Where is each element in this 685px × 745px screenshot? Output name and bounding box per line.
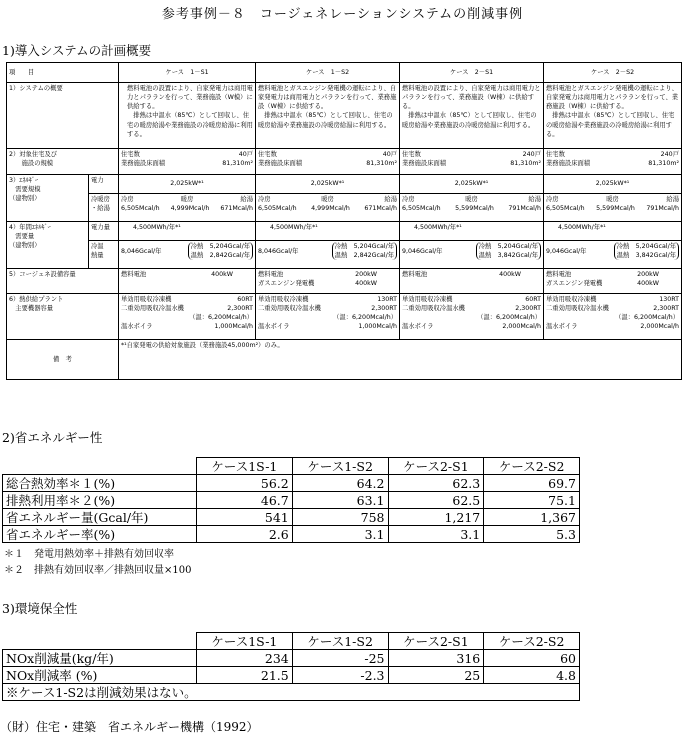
demand-power: 2,025kW*¹: [256, 175, 400, 194]
cell-value: -2.3: [292, 667, 388, 684]
cell-value: 46.7: [197, 492, 293, 509]
system-text: 燃料電池とガスエンジン発電機の運転により、自家発電力は商用電力とパラランを行って、業務施設（W棟）に供給する。 排熱は中温水（85℃）として回収し、住宅の暖房給湯や業務施設の冷暖房給湯に利用する。: [544, 83, 682, 149]
annual-heat: 9,046Gcal/年 冷熱 5,204Gcal/年 温熱 3,842Gcal/年: [544, 241, 682, 269]
annual-power: 4,500MWh/年*¹: [256, 222, 400, 241]
cell-value: 234: [197, 650, 293, 667]
scale-key: 業務施設床面積: [402, 160, 447, 168]
row-label-note: 備 考: [7, 340, 119, 380]
energy-col-header: ケース1-S2: [292, 458, 388, 475]
annual-heat: 8,046Gcal/年 冷熱 5,204Gcal/年 温熱 2,842Gcal/年: [256, 241, 400, 269]
row-label: 排熱利用率＊２(%): [3, 492, 197, 509]
env-col-header: ケース2-S1: [388, 633, 484, 650]
table-row: [3, 526, 580, 543]
cell-value: 5.3: [484, 526, 580, 543]
scale-value: 40戸: [238, 151, 253, 158]
demand-power: 2,025kW*¹: [544, 175, 682, 194]
table-row: [3, 667, 580, 684]
cell-value: 25: [388, 667, 484, 684]
demand-cool: 冷房 暖房 給湯 6,505Mcal/h 5,599Mcal/h 791Mcal/h: [400, 194, 544, 222]
scale-key: 住宅数: [402, 151, 421, 158]
table-row: [3, 492, 580, 509]
cogen-cell: 燃料電池 200kW ガスエンジン発電機 400kW: [256, 269, 400, 294]
note-text: *¹自家発電の供給対象施設（業務施設45,000m²）のみ。: [119, 340, 682, 380]
row-label-annual: 4）年間ｴﾈﾙｷﾞｰ 需要量 （建物別）: [7, 222, 89, 269]
cell-value: 62.5: [388, 492, 484, 509]
cell-value: 63.1: [292, 492, 388, 509]
row-label-cogen: 5）コージェネ設備容量: [7, 269, 119, 294]
cell-value: 69.7: [484, 475, 580, 492]
footnote: ＊１ 発電用熱効率＋排熱有効回収率: [4, 549, 174, 560]
cell-value: 3.1: [292, 526, 388, 543]
table-row: [3, 509, 580, 526]
scale-key: 業務施設床面積: [546, 160, 591, 168]
table-row: [3, 650, 580, 667]
scale-key: 住宅数: [258, 151, 277, 158]
scale-value: 81,310m²: [510, 160, 541, 168]
cell-value: 3.1: [388, 526, 484, 543]
plant-cell: 単効用吸収冷凍機 60RT 二重効用吸収冷温水機 2,300RT （温：6,200Mcal/h） 温水ボイラ 2,000Mcal/h: [400, 294, 544, 340]
plant-cell: 単効用吸収冷凍機 130RT 二重効用吸収冷温水機 2,300RT （温：6,200Mcal/h） 温水ボイラ 2,000Mcal/h: [544, 294, 682, 340]
row-label: NOx削減率 (%): [3, 667, 197, 684]
case-header: ケース 2－S2: [544, 63, 682, 83]
scale-cell: [400, 149, 544, 175]
system-text: 燃料電池とガスエンジン発電機の運転により、自家発電力は商用電力とパラランを行って、業務施設（W棟）に供給する。 排熱は中温水（85℃）として回収し、住宅の暖房給湯や業務施設の冷暖房給湯に利用する。: [256, 83, 400, 149]
row-label: NOx削減量(kg/年): [3, 650, 197, 667]
overview-table: [6, 62, 682, 380]
scale-value: 40戸: [382, 151, 397, 158]
plant-cell: 単効用吸収冷凍機 130RT 二重効用吸収冷温水機 2,300RT （温：6,200Mcal/h） 温水ボイラ 1,000Mcal/h: [256, 294, 400, 340]
cell-value: 62.3: [388, 475, 484, 492]
energy-col-header: ケース2-S1: [388, 458, 484, 475]
system-text: 燃料電池の設置により、自家発電力は商用電力とパラランを行って、業務施設（W棟）に供給する。 排熱は中温水（85℃）として回収し、住宅の暖房給湯や業務施設の冷暖房給湯に利用する。: [400, 83, 544, 149]
cell-value: 60: [484, 650, 580, 667]
scale-key: 業務施設床面積: [258, 160, 303, 168]
annual-power: 4,500MWh/年*¹: [400, 222, 544, 241]
table-row: [3, 684, 580, 701]
demand-power: 2,025kW*¹: [400, 175, 544, 194]
row-label: 省エネルギー量(Gcal/年): [3, 509, 197, 526]
scale-value: 81,310m²: [648, 160, 679, 168]
energy-table: [2, 457, 580, 543]
scale-value: 240戸: [522, 151, 541, 158]
footnote: ＊２ 排熱有効回収率／排熱回収量×100: [4, 565, 192, 576]
cogen-cell: 燃料電池 200kW ガスエンジン発電機 400kW: [544, 269, 682, 294]
sub-label: 電力: [89, 175, 119, 194]
annual-heat: 8,046Gcal/年 冷熱 5,204Gcal/年 温熱 2,842Gcal/年: [119, 241, 256, 269]
row-label: 総合熱効率＊１(%): [3, 475, 197, 492]
cell-value: 21.5: [197, 667, 293, 684]
sub-label: 冷暖房 ・給湯: [89, 194, 119, 222]
annual-power: 4,500MWh/年*¹: [119, 222, 256, 241]
scale-key: 住宅数: [546, 151, 565, 158]
cell-value: 2.6: [197, 526, 293, 543]
cell-value: 1,217: [388, 509, 484, 526]
env-col-header: ケース1S-1: [197, 633, 293, 650]
env-col-header: ケース1-S2: [292, 633, 388, 650]
section-2-heading: 2)省エネルギー性: [2, 430, 103, 445]
annual-heat: 9,046Gcal/年 冷熱 5,204Gcal/年 温熱 3,842Gcal/年: [400, 241, 544, 269]
scale-cell: [544, 149, 682, 175]
table-row: [3, 475, 580, 492]
item-header: 項 目: [7, 63, 119, 83]
cell-value: 56.2: [197, 475, 293, 492]
annual-power: 4,500MWh/年*¹: [544, 222, 682, 241]
cell-value: 758: [292, 509, 388, 526]
case-header: ケース 1－S1: [119, 63, 256, 83]
cell-value: 4.8: [484, 667, 580, 684]
sub-label: 冷温 熱量: [89, 241, 119, 269]
row-label-demand: 3）ｴﾈﾙｷﾞｰ 需要規模 （建物別）: [7, 175, 89, 222]
env-col-header: ケース2-S2: [484, 633, 580, 650]
demand-cool: 冷房 暖房 給湯 6,505Mcal/h 4,999Mcal/h 671Mcal/h: [256, 194, 400, 222]
case-header: ケース 1－S2: [256, 63, 400, 83]
cell-value: 64.2: [292, 475, 388, 492]
energy-col-header: ケース1S-1: [197, 458, 293, 475]
scale-cell: [256, 149, 400, 175]
case-header: ケース 2－S1: [400, 63, 544, 83]
scale-key: 業務施設床面積: [121, 160, 166, 168]
cogen-cell: 燃料電池 400kW: [119, 269, 256, 294]
row-label: 省エネルギー率(%): [3, 526, 197, 543]
system-text: 燃料電池の設置により、自家発電力は商用電力とパラランを行って、業務施設（W模）に供給する。 排熱は中温水（85℃）として回収し、住宅の暖房給湯や業務施設の冷暖房給湯に利用する。: [119, 83, 256, 149]
cogen-cell: 燃料電池 400kW: [400, 269, 544, 294]
env-note: ※ケース1-S2は削減効果はない。: [3, 684, 580, 701]
energy-col-header: ケース2-S2: [484, 458, 580, 475]
demand-cool: 冷房 暖房 給湯 6,505Mcal/h 5,599Mcal/h 791Mcal/h: [544, 194, 682, 222]
cell-value: -25: [292, 650, 388, 667]
scale-value: 81,310m²: [222, 160, 253, 168]
plant-cell: 単効用吸収冷凍機 60RT 二重効用吸収冷温水機 2,300RT （温：6,200Mcal/h） 温水ボイラ 1,000Mcal/h: [119, 294, 256, 340]
cell-value: 316: [388, 650, 484, 667]
row-label-plant: 6）熱供給プラント 主要機器容量: [7, 294, 119, 340]
cell-value: 541: [197, 509, 293, 526]
demand-cool: 冷房 暖房 給湯 6,505Mcal/h 4,999Mcal/h 671Mcal/h: [119, 194, 256, 222]
sub-label: 電力量: [89, 222, 119, 241]
scale-value: 240戸: [660, 151, 679, 158]
demand-power: 2,025kW*¹: [119, 175, 256, 194]
scale-cell: [119, 149, 256, 175]
scale-value: 81,310m²: [366, 160, 397, 168]
footer-credit: （財）住宅・建築 省エネルギー機構（1992）: [0, 720, 259, 734]
row-label-scale: 2）対象住宅及び 施設の規模: [7, 149, 119, 175]
row-label-system: 1）システムの概要: [7, 83, 119, 149]
cell-value: 1,367: [484, 509, 580, 526]
page-title: 参考事例－８ コージェネレーションシステムの削減事例: [161, 7, 524, 22]
env-table: [2, 632, 580, 701]
scale-key: 住宅数: [121, 151, 140, 158]
section-3-heading: 3)環境保全性: [2, 601, 78, 616]
cell-value: 75.1: [484, 492, 580, 509]
section-1-heading: 1)導入システムの計画概要: [2, 43, 152, 58]
